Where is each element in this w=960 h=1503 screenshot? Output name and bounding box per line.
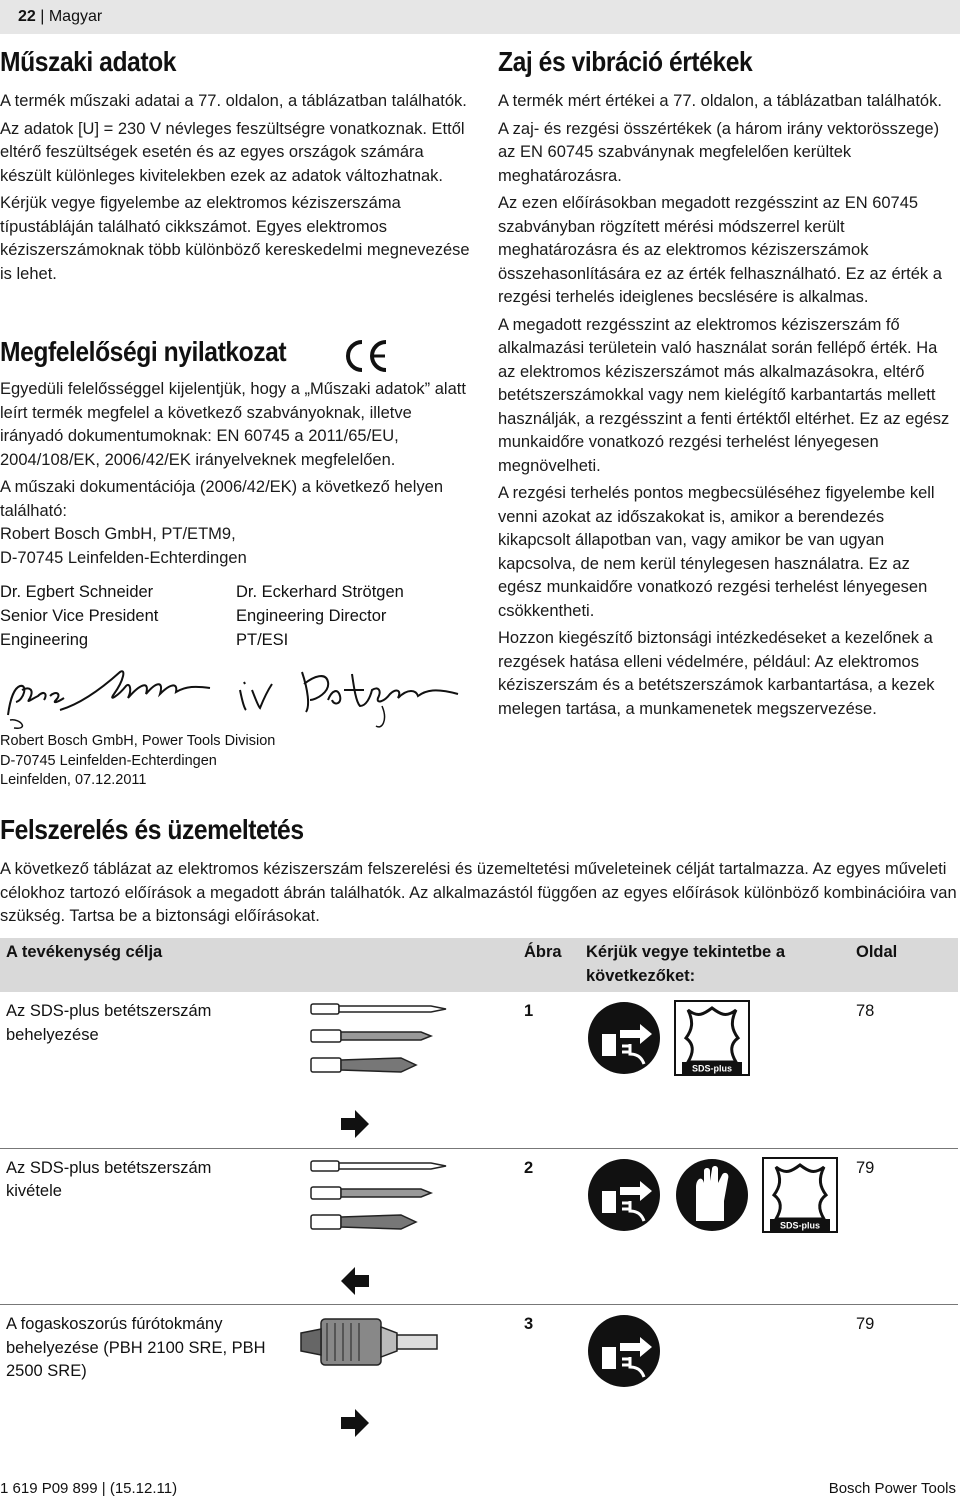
conformity-body [0, 378, 470, 574]
signature-1-image [0, 660, 220, 730]
noise-paragraph: A zaj- és rezgési összértékek (a három irány vektorösszege) az EN 60745 szabványnak megfelelően kerültek meghatározásra. [498, 119, 940, 185]
tech-paragraph: A termék műszaki adatai a 77. oldalon, a táblázatban találhatók. [0, 92, 467, 110]
noise-paragraph: Az ezen előírásokban megadott rezgésszint az EN 60745 szabványban rögzített mérési módszerrel került meghatározásra és az elektromos kéziszerszámok összehasonlítására ez az érték felhasználható. Ez az érték a rezgési terhelés ideiglenes becslésére is alkalmas. [498, 194, 942, 306]
table-row [0, 1305, 958, 1461]
sds-plus-icon [674, 1000, 750, 1076]
row-page: 79 [850, 1305, 958, 1461]
tech-paragraph: Kérjük vegye figyelembe az elektromos kéziszerszáma típustábláján található cikkszámot. Egyes elektromos kéziszerszámoknak több különböző kereskedelmi megnevezése is lehet. [0, 194, 470, 283]
page-header [0, 0, 960, 34]
row-purpose: Az SDS-plus betétszerszám kivétele [0, 1148, 275, 1305]
noise-paragraph: Hozzon kiegészítő biztonsági intézkedéseket a kezelőnek a rezgések hatása elleni védelmére, például: Az elektromos kéziszerszám és a betétszerszámok karbantartása, a kezek melegen tartása, a munkamenetek megszervezése. [498, 629, 935, 718]
footer-doc-id: 1 619 P09 899 | (15.12.11) [0, 1480, 178, 1497]
address-line: D-70745 Leinfelden-Echterdingen [0, 752, 217, 769]
row-symbols [580, 1305, 850, 1461]
row-illustration [275, 992, 518, 1148]
noise-paragraph: A megadott rezgésszint az elektromos kéziszerszám fő alkalmazási területein való használat során fellépő érték. Ha az elektromos kéziszerszámot más alkalmazásokra, eltérő betétszerszámokkal vagy nem kielégítő karbantartás mellett használják, a rezgésszint a fenti értéktől eltérhet. Ez az egész munkaidőre vonatkozó rezgési terhelést lényegesen megnövelheti. [498, 315, 950, 475]
sds-plus-label: SDS-plus [691, 1063, 733, 1074]
address-line: Robert Bosch GmbH, Power Tools Division [0, 733, 276, 749]
row-symbols [580, 992, 850, 1148]
page-number: 22 [18, 8, 36, 25]
row-figure: 2 [518, 1148, 580, 1305]
unplug-icon [586, 1313, 662, 1389]
arrow-right-icon [341, 1409, 369, 1437]
issuer-address [0, 732, 275, 791]
section-title-assembly: Felszerelés és üzemeltetés [0, 814, 304, 845]
table-row [0, 1148, 958, 1305]
ce-mark-icon [342, 338, 390, 374]
column-header-image-spacer [275, 938, 518, 992]
row-figure: 1 [524, 1002, 534, 1020]
chuck-illustration [281, 1313, 511, 1453]
section-title-conformity: Megfelelőségi nyilatkozat [0, 336, 287, 367]
page-language: Magyar [48, 8, 103, 25]
tech-body [0, 90, 470, 290]
sds-plus-label: SDS-plus [779, 1220, 821, 1230]
section-title-tech: Műszaki adatok [0, 46, 176, 77]
signature-2-image [232, 660, 464, 734]
noise-paragraph: A rezgési terhelés pontos megbecsüléséhez figyelembe kell venni azokat az időszakokat is, amikor a berendezés kikapcsolt állapotban van, vagy amikor be van ugyan kapcsolva, de nem kerül ténylegesen használatra. Ez az egész munkaidőre vonatkozó rezgési terhelést lényegesen csökkentheti. [498, 484, 935, 620]
signer-1-role: Senior Vice President [0, 607, 159, 625]
column-header-page: Oldal [850, 938, 958, 992]
conformity-paragraph: A műszaki dokumentációja (2006/42/EK) a következő helyen található: Robert Bosch GmbH, PT/ETM9, D-70745 Leinfelden-Echterdingen [0, 478, 444, 567]
signer-2 [236, 580, 404, 652]
arrow-left-icon [341, 1267, 369, 1295]
row-illustration [275, 1148, 518, 1305]
row-page: 78 [856, 1002, 875, 1020]
row-figure: 3 [518, 1305, 580, 1461]
gloves-icon [674, 1157, 750, 1233]
section-title-noise: Zaj és vibráció értékek [498, 46, 753, 77]
row-symbols [580, 1148, 850, 1305]
unplug-icon [586, 1157, 662, 1233]
conformity-paragraph: Egyedüli felelősséggel kijelentjük, hogy a „Műszaki adatok” alatt leírt termék megfelel a következő szabványoknak, illetve irányadó dokumentumoknak: EN 60745 a 2011/65/EU, 2004/108/EK, 2006/42/EK irányelveknek megfelelően. [0, 380, 466, 469]
arrow-right-icon [341, 1110, 369, 1138]
tech-paragraph: Az adatok [U] = 230 V névleges feszültségre vonatkoznak. Ettől eltérő feszültségek esetén és az egyes országok számára készült különleges kivitelekben ezek az adatok változhatnak. [0, 119, 465, 185]
signer-2-name: Dr. Eckerhard Strötgen [236, 583, 404, 601]
signer-2-role: Engineering Director [236, 607, 387, 625]
noise-paragraph: A termék mért értékei a 77. oldalon, a táblázatban találhatók. [498, 92, 942, 110]
sds-plus-icon [762, 1157, 838, 1233]
page-label: 22 | Magyar [18, 8, 103, 25]
column-header-purpose: A tevékenység célja [0, 938, 275, 992]
signer-2-dept: PT/ESI [236, 631, 289, 649]
assembly-intro: A következő táblázat az elektromos kéziszerszám felszerelési és üzemeltetési műveleteinek célját tartalmazza. Az egyes műveleti célokhoz tartozó előírások a megadott ábrán találhatók. Az alkalmazástól függően az egyes előírások különböző kombinációira van szükség. Tartsa be a biztonsági előírásokat. [0, 860, 957, 925]
row-illustration [275, 1305, 518, 1461]
table-header-row [0, 938, 958, 992]
footer-brand: Bosch Power Tools [828, 1480, 956, 1497]
address-line: Leinfelden, 07.12.2011 [0, 772, 147, 788]
row-purpose: Az SDS-plus betétszerszám behelyezése [6, 1002, 212, 1044]
drill-bits-illustration [281, 1157, 511, 1297]
drill-bits-illustration [281, 1000, 511, 1140]
noise-body [498, 90, 958, 725]
column-header-notes: Kérjük vegye tekintetbe a következőket: [580, 938, 850, 992]
signer-1-dept: Engineering [0, 631, 89, 649]
row-page: 79 [850, 1148, 958, 1305]
signer-1-name: Dr. Egbert Schneider [0, 583, 154, 601]
row-purpose: A fogaskoszorús fúrótokmány behelyezése (PBH 2100 SRE, PBH 2500 SRE) [0, 1305, 275, 1461]
operations-table [0, 938, 958, 1461]
unplug-icon [586, 1000, 662, 1076]
column-header-figure: Ábra [518, 938, 580, 992]
table-row [0, 992, 958, 1148]
signer-1 [0, 580, 158, 652]
